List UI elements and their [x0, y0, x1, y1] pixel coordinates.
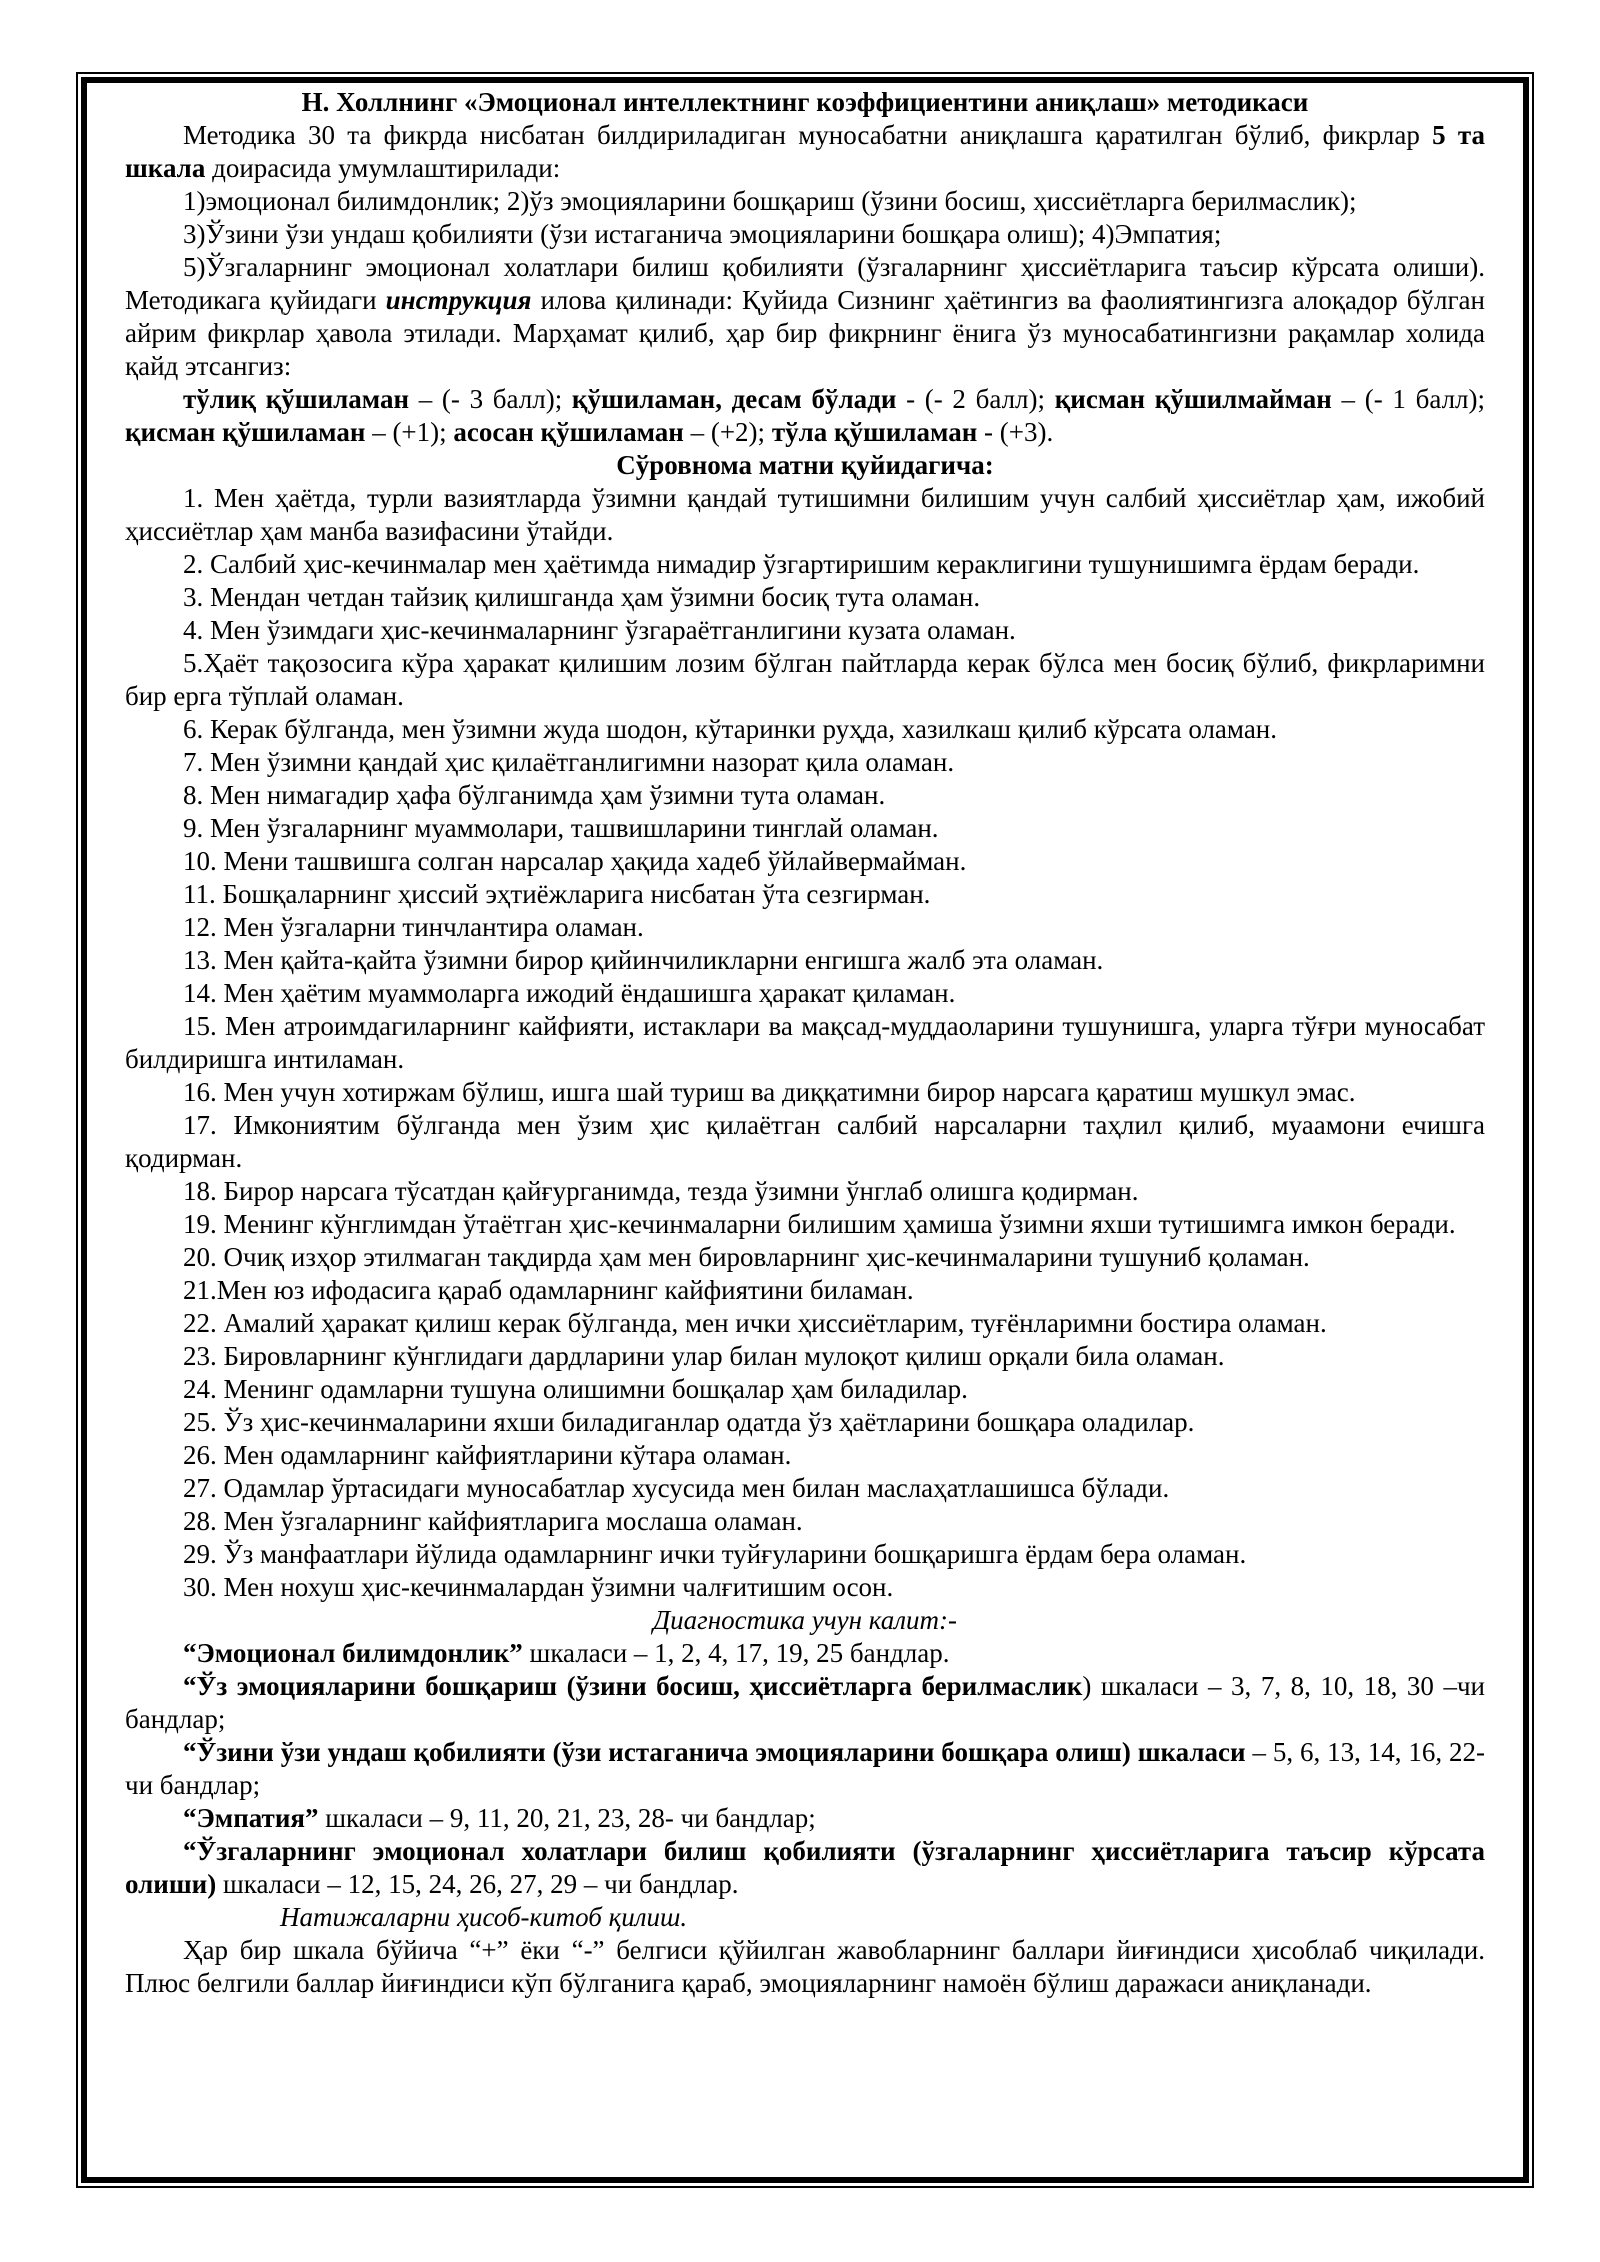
- survey-items-list: [125, 482, 1485, 1604]
- text-segment: - (+3).: [977, 417, 1054, 447]
- text-segment: инструкция: [385, 285, 532, 315]
- survey-item: 9. Мен ўзгаларнинг муаммолари, ташвишларини тинглай оламан.: [183, 813, 939, 843]
- intro-paragraph: [125, 119, 1485, 185]
- survey-item: 6. Керак бўлганда, мен ўзимни жуда шодон, кўтаринки руҳда, хазилкаш қилиб кўрсата оламан.: [183, 714, 1278, 744]
- survey-heading: Сўровнома матни қуйидагича:: [616, 450, 994, 480]
- key-line-managing-emotions: [125, 1670, 1485, 1736]
- text-segment: тўла қўшиламан: [771, 417, 978, 447]
- text-segment: шкаласи – 9, 11, 20, 21, 23, 28- чи бандлар;: [318, 1803, 816, 1833]
- survey-item: 15. Мен атроимдагиларнинг кайфияти, истаклари ва мақсад-муддаоларини тушунишга, уларга тўғри муносабат билдиришга интиламан.: [125, 1011, 1485, 1074]
- key-line-recognizing-others-emotions: [125, 1835, 1485, 1901]
- survey-item: 13. Мен қайта-қайта ўзимни бирор қийинчиликларни енгишга жалб эта оламан.: [183, 945, 1104, 975]
- text-segment: – (+1);: [365, 417, 454, 447]
- text-segment: 5 та шкала: [125, 120, 1486, 183]
- text-segment: ) шкаласи – 3, 7, 8, 10, 18, 30 –чи бандлар;: [125, 1671, 1485, 1734]
- survey-item: 12. Мен ўзгаларни тинчлантира оламан.: [183, 912, 644, 942]
- key-line-emotional-awareness: [125, 1637, 1485, 1670]
- survey-item: 2. Салбий ҳис-кечинмалар мен ҳаётимда нимадир ўзгартиришим кераклигини тушунишимга ёрдам беради.: [183, 549, 1420, 579]
- survey-item: 30. Мен нохуш ҳис-кечинмалардан ўзимни чалғитишим осон.: [183, 1572, 894, 1602]
- survey-item: 23. Бировларнинг кўнглидаги дардларини улар билан мулоқот қилиш орқали била оламан.: [183, 1341, 1225, 1371]
- survey-item: 21.Мен юз ифодасига қараб одамларнинг кайфиятини биламан.: [183, 1275, 914, 1305]
- scoring-options-paragraph: [125, 383, 1485, 449]
- scales-list-line-1: 1)эмоционал билимдонлик; 2)ўз эмоцияларини бошқариш (ўзини босиш, ҳиссиётларга берилмаслик);: [183, 186, 1357, 216]
- text-segment: шкаласи – 1, 2, 4, 17, 19, 25 бандлар.: [522, 1638, 950, 1668]
- text-segment: асосан қўшиламан: [453, 417, 684, 447]
- text-segment: – (+2);: [683, 417, 772, 447]
- survey-item: 24. Менинг одамларни тушуна олишимни бошқалар ҳам биладилар.: [183, 1374, 968, 1404]
- diagnostic-key-heading: Диагностика учун калит:-: [652, 1605, 957, 1635]
- text-segment: доирасида умумлаштирилади:: [205, 153, 561, 183]
- key-line-self-motivation: [125, 1736, 1485, 1802]
- text-segment: “Эмоционал билимдонлик”: [183, 1638, 523, 1668]
- survey-item: 29. Ўз манфаатлари йўлида одамларнинг ички туйғуларини бошқаришга ёрдам бера оламан.: [183, 1539, 1247, 1569]
- survey-item: 25. Ўз ҳис-кечинмаларини яхши биладиганлар одатда ўз ҳаётларини бошқара оладилар.: [183, 1407, 1195, 1437]
- survey-item: 14. Мен ҳаётим муаммоларга ижодий ёндашишга ҳаракат қиламан.: [183, 978, 956, 1008]
- survey-item: 17. Имкониятим бўлганда мен ўзим ҳис қилаётган салбий нарсаларни таҳлил қилиб, муаамони ечишга қодирман.: [125, 1110, 1485, 1173]
- survey-item: 20. Очиқ изҳор этилмаган тақдирда ҳам мен бировларнинг ҳис-кечинмаларини тушуниб қоламан.: [183, 1242, 1310, 1272]
- text-segment: – 5, 6, 13, 14, 16, 22-чи бандлар;: [125, 1737, 1485, 1800]
- survey-item: 16. Мен учун хотиржам бўлиш, ишга шай туриш ва диққатимни бирор нарсага қаратиш мушкул эмас.: [183, 1077, 1356, 1107]
- text-segment: қисман қўшилмайман: [1054, 384, 1332, 414]
- key-line-empathy: [125, 1802, 1485, 1835]
- survey-item: 22. Амалий ҳаракат қилиш керак бўлганда, мен ички ҳиссиётларим, туғёнларимни бостира оламан.: [183, 1308, 1327, 1338]
- text-segment: Методика 30 та фикрда нисбатан билдириладиган муносабатни аниқлашга қаратилган бўлиб, фикрлар: [183, 120, 1433, 150]
- text-segment: “Ўзгаларнинг эмоционал холатлари билиш қобилияти (ўзгаларнинг ҳиссиётларига таъсир кўрсата олиши): [125, 1836, 1485, 1899]
- text-segment: тўлиқ қўшиламан: [183, 384, 410, 414]
- survey-item: 10. Мени ташвишга солган нарсалар ҳақида хадеб ўйлайвермайман.: [183, 846, 967, 876]
- text-segment: – (- 3 балл);: [409, 384, 572, 414]
- page-border-inner: [81, 77, 1529, 2183]
- survey-item: 8. Мен нимагадир ҳафа бўлганимда ҳам ўзимни тута оламан.: [183, 780, 886, 810]
- survey-item: 5.Ҳаёт тақозосига кўра ҳаракат қилишим лозим бўлган пайтларда керак бўлса мен босиқ бўлиб, фикрларимни бир ерга тўплай оламан.: [125, 648, 1485, 711]
- text-segment: қўшиламан, десам бўлади: [571, 384, 897, 414]
- text-segment: “Эмпатия”: [183, 1803, 319, 1833]
- results-paragraph: Ҳар бир шкала бўйича “+” ёки “-” белгиси қўйилган жавобларнинг баллари йиғиндиси ҳисоблаб чиқилади. Плюс белгили баллар йиғиндиси кўп бўлганига қараб, эмоцияларнинг намоён бўлиш даражаси аниқланади.: [125, 1935, 1485, 1998]
- survey-item: 28. Мен ўзгаларнинг кайфиятларига мослаша оламан.: [183, 1506, 803, 1536]
- results-heading: Натижаларни ҳисоб-китоб қилиш.: [280, 1902, 688, 1932]
- survey-item: 27. Одамлар ўртасидаги муносабатлар хусусида мен билан маслаҳатлашишса бўлади.: [183, 1473, 1170, 1503]
- document-title: Н. Холлнинг «Эмоционал интеллектнинг коэффициентини аниқлаш» методикаси: [301, 87, 1309, 117]
- text-segment: қисман қўшиламан: [125, 417, 366, 447]
- text-segment: “Ўз эмоцияларини бошқариш (ўзини босиш, ҳиссиётларга берилмаслик: [183, 1671, 1083, 1701]
- survey-item: 11. Бошқаларнинг ҳиссий эҳтиёжларига нисбатан ўта сезгирман.: [183, 879, 931, 909]
- text-segment: шкаласи – 12, 15, 24, 26, 27, 29 – чи бандлар.: [216, 1869, 739, 1899]
- scales-list-line-2: 3)Ўзини ўзи ундаш қобилияти (ўзи истаганича эмоцияларини бошқара олиш); 4)Эмпатия;: [183, 219, 1222, 249]
- survey-item: 18. Бирор нарсага тўсатдан қайғурганимда, тезда ўзимни ўнглаб олишга қодирман.: [183, 1176, 1139, 1206]
- text-segment: илова қилинади: Қуйида Сизнинг ҳаётингиз ва фаолиятингизга алоқадор бўлган айрим фикрлар ҳавола этилади. Марҳамат қилиб, ҳар бир фикрнинг ёнига ўз муносабатингизни рақамлар холида қайд этсангиз:: [125, 285, 1485, 381]
- instruction-paragraph: [125, 251, 1485, 383]
- survey-item: 4. Мен ўзимдаги ҳис-кечинмаларнинг ўзгараётганлигини кузата оламан.: [183, 615, 1016, 645]
- survey-item: 7. Мен ўзимни қандай ҳис қилаётганлигимни назорат қила оламан.: [183, 747, 955, 777]
- page-border-outer: [76, 72, 1534, 2188]
- survey-item: 3. Мендан четдан тайзиқ қилишганда ҳам ўзимни босиқ тута оламан.: [183, 582, 981, 612]
- text-segment: 5)Ўзгаларнинг эмоционал холатлари билиш қобилияти (ўзгаларнинг ҳиссиётларига таъсир кўрсата олиши). Методикага қуйидаги: [125, 252, 1485, 315]
- survey-item: 26. Мен одамларнинг кайфиятларини кўтара оламан.: [183, 1440, 792, 1470]
- text-segment: - (- 2 балл);: [896, 384, 1055, 414]
- text-segment: “Ўзини ўзи ундаш қобилияти (ўзи истаганича эмоцияларини бошқара олиш) шкаласи: [183, 1737, 1246, 1767]
- survey-item: 19. Менинг кўнглимдан ўтаётган ҳис-кечинмаларни билишим ҳамиша ўзимни яхши тутишимга имкон беради.: [183, 1209, 1456, 1239]
- survey-item: 1. Мен ҳаётда, турли вазиятларда ўзимни қандай тутишимни билишим учун салбий ҳиссиётлар ҳам, ижобий ҳиссиётлар ҳам манба вазифасини ўтайди.: [125, 483, 1485, 546]
- text-segment: – (- 1 балл);: [1331, 384, 1486, 414]
